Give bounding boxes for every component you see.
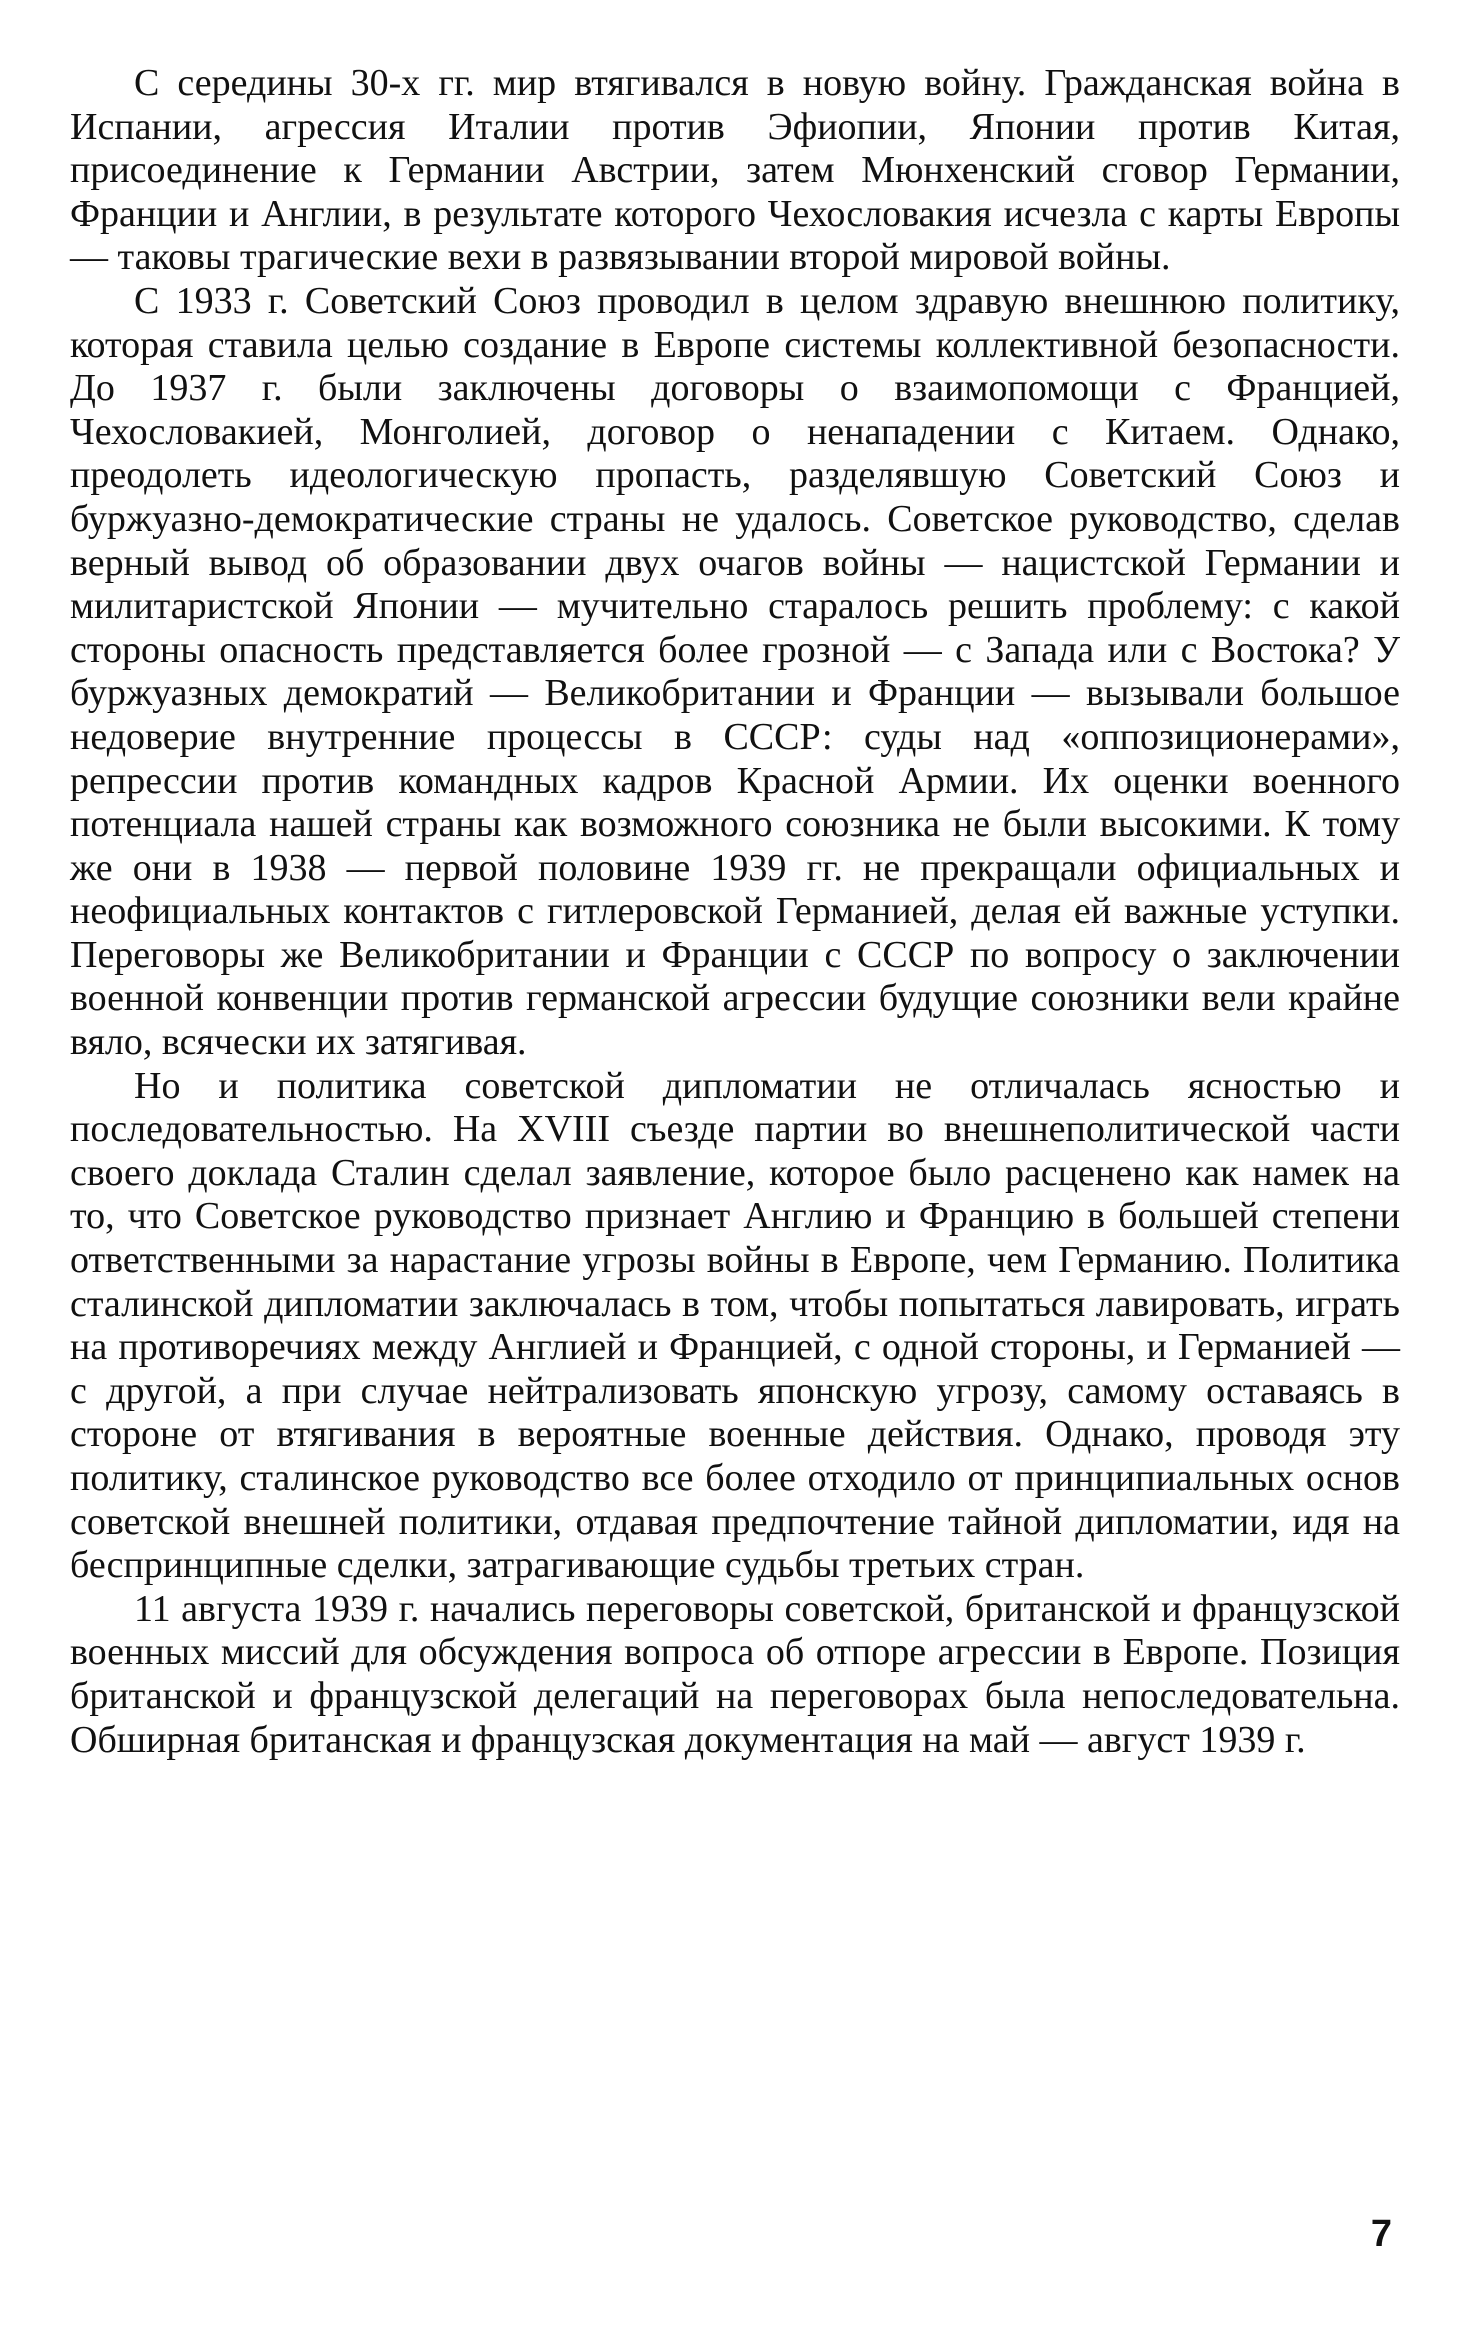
paragraph-2: С 1933 г. Советский Союз проводил в целом здравую внешнюю политику, которая ставила целью создание в Европе системы коллективной безопасности. До 1937 г. были заключены договоры о взаимопомощи с Францией, Чехословакией, Монголией, договор о ненападении с Китаем. Однако, преодолеть идеологическую пропасть, разделявшую Советский Союз и буржуазно-демократические страны не удалось. Советское руководство, сделав верный вывод об образовании двух очагов войны — нацистской Германии и милитаристской Японии — мучительно старалось решить проблему: с какой стороны опасность представляется более грозной — с Запада или с Востока? У буржуазных демократий — Великобритании и Франции — вызывали большое недоверие внутренние процессы в СССР: суды над «оппозиционерами», репрессии против командных кадров Красной Армии. Их оценки военного потенциала нашей страны как возможного союзника не были высокими. К тому же они в 1938 — первой половине 1939 гг. не прекращали официальных и неофициальных контактов с гитлеровской Германией, делая ей важные уступки. Переговоры же Великобритании и Франции с СССР по вопросу о заключении военной конвенции против германской агрессии будущие союзники вели крайне вяло, всячески их затягивая. <box>70 279 1400 1064</box>
body-text <box>70 62 1400 1762</box>
book-page <box>70 62 1400 2302</box>
paragraph-3: Но и политика советской дипломатии не отличалась ясностью и последовательностью. На XVIII съезде партии во внешнеполитической части своего доклада Сталин сделал заявление, которое было расценено как намек на то, что Советское руководство признает Англию и Францию в большей степени ответственными за нарастание угрозы войны в Европе, чем Германию. Политика сталинской дипломатии заключалась в том, чтобы попытаться лавировать, играть на противоречиях между Англией и Францией, с одной стороны, и Германией — с другой, а при случае нейтрализовать японскую угрозу, самому оставаясь в стороне от втягивания в вероятные военные действия. Однако, проводя эту политику, сталинское руководство все более отходило от принципиальных основ советской внешней политики, отдавая предпочтение тайной дипломатии, идя на беспринципные сделки, затрагивающие судьбы третьих стран. <box>70 1064 1400 1587</box>
paragraph-1: С середины 30-х гг. мир втягивался в новую войну. Гражданская война в Испании, агрессия Италии против Эфиопии, Японии против Китая, присоединение к Германии Австрии, затем Мюнхенский сговор Германии, Франции и Англии, в результате которого Чехословакия исчезла с карты Европы — таковы трагические вехи в развязывании второй мировой войны. <box>70 62 1400 279</box>
page-number: 7 <box>1370 2213 1392 2255</box>
paragraph-4: 11 августа 1939 г. начались переговоры советской, британской и французской военных миссий для обсуждения вопроса об отпоре агрессии в Европе. Позиция британской и французской делегаций на переговорах была непоследовательна. Обширная британская и французская документация на май — август 1939 г. <box>70 1587 1400 1761</box>
